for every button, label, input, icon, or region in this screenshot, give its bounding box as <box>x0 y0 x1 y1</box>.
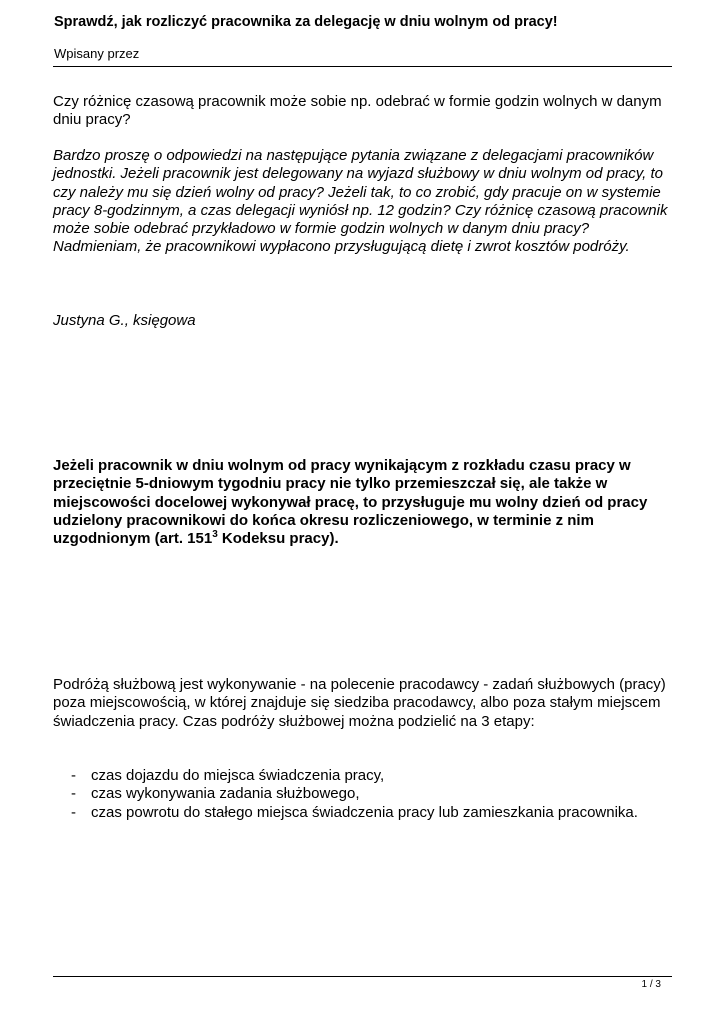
answer-main-text: Jeżeli pracownik w dniu wolnym od pracy wynikającym z rozkładu czasu pracy w przeciętnie 5-dniowym tygodniu pracy nie tylko przemieszczał się, ale także w miejscowości docelowej wykonywał pracę, to przysługuje mu wolny dzień od pracy udzielony pracownikowi do końca okresu rozliczeniowego, w terminie z nim uzgodnionym (art. 151 <box>53 457 648 548</box>
question-paragraph: Czy różnicę czasową pracownik może sobie np. odebrać w formie godzin wolnych w danym dniu pracy? <box>53 93 662 129</box>
list-bullet: - <box>71 767 76 784</box>
list-item-text: czas wykonywania zadania służbowego, <box>91 785 360 803</box>
answer-superscript: 3 <box>212 529 218 541</box>
page-number: 1 / 3 <box>641 979 661 990</box>
author-label: Wpisany przez <box>54 46 140 61</box>
list-item <box>53 785 673 803</box>
definition-paragraph: Podróżą służbową jest wykonywanie - na polecenie pracodawcy - zadań służbowych (pracy) poza miejscowością, w której znajduje się siedziba pracodawcy, albo poza stałym miejscem świadczenia pracy. Czas podróży służbowej można podzielić na 3 etapy: <box>53 676 666 730</box>
page-title: Sprawdź, jak rozliczyć pracownika za delegację w dniu wolnym od pracy! <box>54 14 558 30</box>
list-bullet: - <box>71 785 76 803</box>
list-item <box>53 767 673 785</box>
footer-divider <box>53 976 672 977</box>
letter-signature: Justyna G., księgowa <box>53 312 196 329</box>
list-bullet: - <box>71 803 76 821</box>
travel-stages-list <box>53 767 673 822</box>
list-item-text: czas dojazdu do miejsca świadczenia pracy, <box>91 767 385 784</box>
list-item-text: czas powrotu do stałego miejsca świadczenia pracy lub zamieszkania pracownika. <box>91 803 638 821</box>
answer-end-text: Kodeksu pracy). <box>217 530 339 548</box>
reader-letter-paragraph: Bardzo proszę o odpowiedzi na następujące pytania związane z delegacjami pracowników jednostki. Jeżeli pracownik jest delegowany na wyjazd służbowy w dniu wolnym od pracy, to czy należy mu się dzień wolny od pracy? Jeżeli tak, to co zrobić, gdy pracuje on w systemie pracy 8-godzinnym, a czas delegacji wyniósł np. 12 godzin? Czy różnicę czasową pracownik może sobie odebrać przykładowo w formie godzin wolnych w danym dniu pracy? Nadmieniam, że pracownikowi wypłacono przysługującą dietę i zwrot kosztów podróży. <box>53 147 668 256</box>
header-divider <box>53 66 672 67</box>
list-item <box>53 804 673 822</box>
answer-paragraph <box>53 457 673 548</box>
